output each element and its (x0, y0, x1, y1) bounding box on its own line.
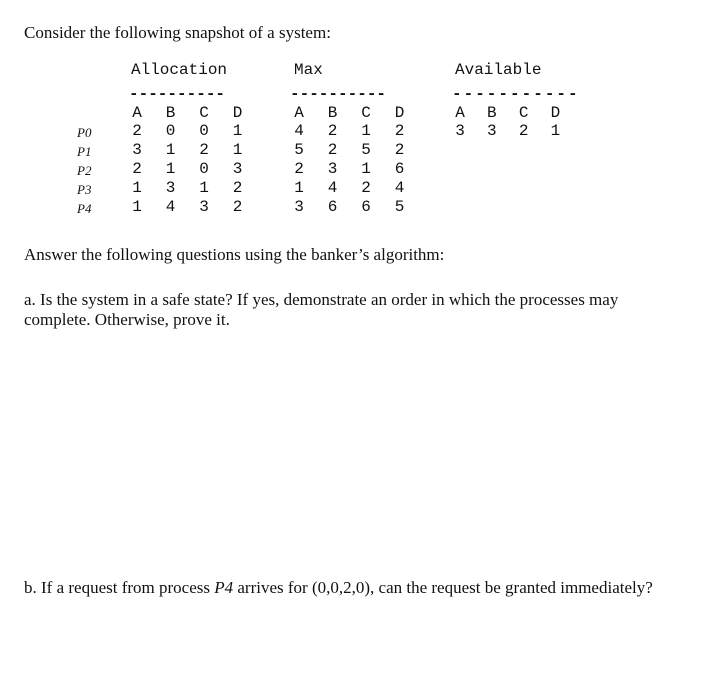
intro-text: Consider the following snapshot of a system: (24, 23, 331, 42)
allocation-cell: 3 (199, 198, 209, 216)
allocation-cell: 2 (232, 179, 243, 197)
allocation-cell: 1 (199, 179, 209, 197)
alloc-resource-label: B (165, 104, 176, 122)
allocation-cell: 1 (232, 141, 243, 159)
available-cell: 3 (487, 122, 497, 140)
max-cell: 2 (294, 160, 304, 178)
available-cell: 2 (518, 122, 529, 140)
available-header: Available (455, 61, 542, 79)
max-cell: 5 (294, 141, 304, 159)
allocation-cell: 1 (232, 122, 243, 140)
max-cell: 5 (394, 198, 405, 216)
allocation-cell: 1 (132, 179, 142, 197)
max-cell: 6 (327, 198, 338, 216)
allocation-cell: 0 (199, 160, 209, 178)
max-cell: 4 (294, 122, 304, 140)
question-b-process: P4 (214, 578, 234, 597)
max-cell: 6 (394, 160, 405, 178)
max-cell: 5 (361, 141, 371, 159)
question-b (24, 578, 653, 598)
allocation-cell: 3 (165, 179, 176, 197)
allocation-cell: 1 (165, 160, 176, 178)
max-cell: 1 (361, 160, 371, 178)
max-cell: 6 (361, 198, 371, 216)
max-cell: 4 (327, 179, 338, 197)
max-resource-label: B (327, 104, 338, 122)
avail-resource-label: C (518, 104, 529, 122)
max-cell: 2 (394, 122, 405, 140)
question-a-line-1: a. Is the system in a safe state? If yes, demonstrate an order in which the processes may (24, 290, 619, 309)
available-cell: 1 (550, 122, 561, 140)
avail-resource-label: D (550, 104, 561, 122)
allocation-cell: 1 (132, 198, 142, 216)
allocation-cell: 4 (165, 198, 176, 216)
allocation-cell: 2 (132, 160, 142, 178)
question-b-prefix: b. If a request from process (24, 578, 215, 597)
max-cell: 2 (327, 122, 338, 140)
avail-resource-label: A (455, 104, 465, 122)
allocation-cell: 0 (199, 122, 209, 140)
process-label: P4 (77, 201, 92, 216)
max-cell: 1 (294, 179, 304, 197)
max-resource-label: A (294, 104, 304, 122)
alloc-resource-label: C (199, 104, 209, 122)
question-a-line-2: complete. Otherwise, prove it. (24, 310, 230, 329)
max-cell: 2 (327, 141, 338, 159)
question-b-suffix: arrives for (0,0,2,0), can the request be granted immediately? (233, 578, 653, 597)
process-label: P3 (77, 182, 92, 197)
max-cell: 1 (361, 122, 371, 140)
available-divider: ----------- (452, 85, 580, 103)
max-header: Max (294, 61, 323, 79)
max-resource-label: D (394, 104, 405, 122)
allocation-header: Allocation (131, 61, 228, 79)
alloc-resource-label: A (132, 104, 142, 122)
allocation-divider: ---------- (129, 85, 226, 103)
max-cell: 2 (361, 179, 371, 197)
allocation-cell: 3 (232, 160, 243, 178)
allocation-cell: 2 (232, 198, 243, 216)
max-divider: ---------- (290, 85, 387, 103)
max-cell: 3 (294, 198, 304, 216)
max-resource-label: C (361, 104, 371, 122)
allocation-cell: 3 (132, 141, 142, 159)
alloc-resource-label: D (232, 104, 243, 122)
allocation-cell: 2 (132, 122, 142, 140)
avail-resource-label: B (487, 104, 497, 122)
available-cell: 3 (455, 122, 465, 140)
process-label: P2 (77, 163, 92, 178)
process-label: P0 (77, 125, 92, 140)
allocation-cell: 0 (165, 122, 176, 140)
instruction-text: Answer the following questions using the banker’s algorithm: (24, 245, 445, 264)
max-cell: 2 (394, 141, 405, 159)
max-cell: 4 (394, 179, 405, 197)
max-cell: 3 (327, 160, 338, 178)
allocation-cell: 2 (199, 141, 209, 159)
process-label: P1 (77, 144, 92, 159)
allocation-cell: 1 (165, 141, 176, 159)
